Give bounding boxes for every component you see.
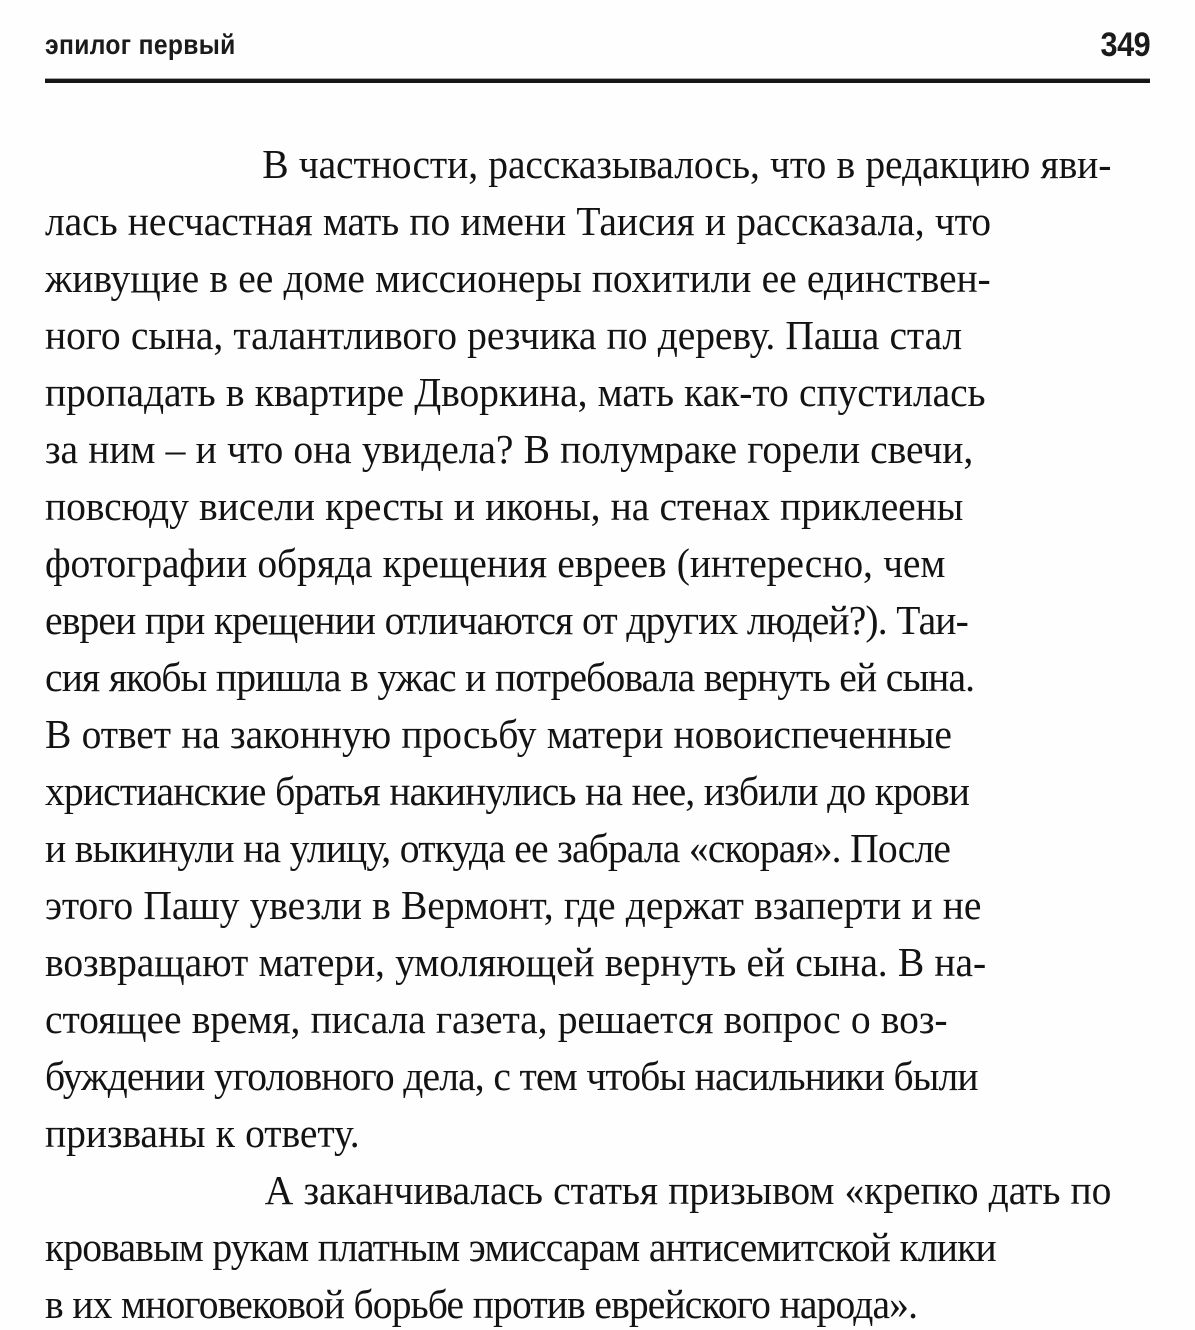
text-line [45, 1219, 1111, 1276]
text-line-content: евреи при крещении отличаются от других людей?). Таи- [45, 597, 968, 643]
text-line [45, 136, 1111, 193]
paragraph-2 [45, 1162, 1111, 1330]
text-line-content: В ответ на законную просьбу матери новоиспеченные [45, 711, 952, 757]
text-line-content: буждении уголовного дела, с тем чтобы насильники были [45, 1053, 978, 1099]
text-line-content: стоящее время, писала газета, решается вопрос о воз- [45, 996, 948, 1042]
text-line [45, 250, 1111, 307]
text-line [45, 1105, 1111, 1162]
paragraph-indent [45, 136, 130, 193]
text-line [45, 478, 1111, 535]
body-text [45, 136, 1150, 1330]
page-number: 349 [1100, 25, 1150, 64]
text-line-content: этого Пашу увезли в Вермонт, где держат взаперти и не [45, 882, 982, 928]
text-line-content: живущие в ее доме миссионеры похитили ее единствен- [45, 255, 991, 301]
text-line [45, 991, 1111, 1048]
text-line-content: кровавым рукам платным эмиссарам антисемитской клики [45, 1224, 996, 1270]
text-line [45, 763, 1111, 820]
text-line [45, 307, 1111, 364]
text-line-content: лась несчастная мать по имени Таисия и рассказала, что [45, 198, 992, 244]
text-line [45, 1162, 1111, 1219]
text-line-content: призваны к ответу. [45, 1110, 360, 1156]
text-line [45, 1276, 1111, 1330]
text-line [45, 820, 1111, 877]
text-line [45, 877, 1111, 934]
paragraph-1 [45, 136, 1111, 1162]
text-line-content: и выкинули на улицу, откуда ее забрала «скорая». После [45, 825, 951, 871]
text-line-content: христианские братья накинулись на нее, избили до крови [45, 768, 970, 814]
text-line [45, 1048, 1111, 1105]
text-line-content: фотографии обряда крещения евреев (интересно, чем [45, 540, 946, 586]
text-line [45, 193, 1111, 250]
text-line [45, 535, 1111, 592]
text-line [45, 934, 1111, 991]
text-line [45, 592, 1111, 649]
text-line-content: за ним – и что она увидела? В полумраке горели свечи, [45, 426, 974, 472]
running-head [45, 22, 1150, 68]
text-line-content: А заканчивалась статья призывом «крепко дать по [264, 1167, 1112, 1213]
text-line-content: пропадать в квартире Дворкина, мать как-то спустилась [45, 369, 986, 415]
paragraph-indent [45, 1162, 130, 1219]
text-line-content: повсюду висели кресты и иконы, на стенах приклеены [45, 483, 964, 529]
header-rule [45, 79, 1150, 83]
text-line-content: В частности, рассказывалось, что в редакцию яви- [262, 141, 1112, 187]
text-line-content: в их многовековой борьбе против еврейского народа». [45, 1281, 918, 1327]
text-line [45, 706, 1111, 763]
text-line-content: возвращают матери, умоляющей вернуть ей сына. В на- [45, 939, 987, 985]
text-line-content: ного сына, талантливого резчика по дереву. Паша стал [45, 312, 963, 358]
chapter-title: эпилог первый [45, 29, 236, 60]
text-line-content: сия якобы пришла в ужас и потребовала вернуть ей сына. [45, 654, 975, 700]
text-line [45, 364, 1111, 421]
text-line [45, 421, 1111, 478]
text-line [45, 649, 1111, 706]
